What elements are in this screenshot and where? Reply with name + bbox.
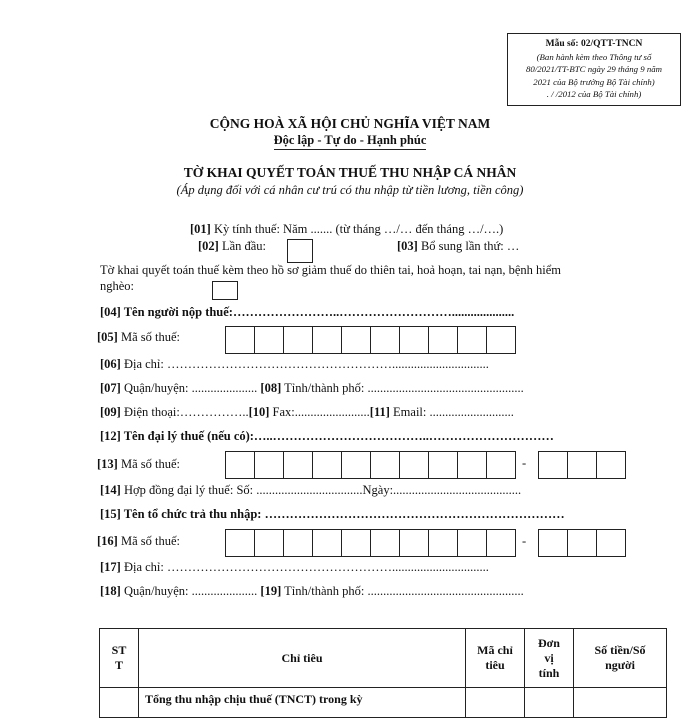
- header-text: tiêu: [485, 658, 505, 672]
- field-code: [18]: [100, 584, 121, 598]
- agent-tax-id-label: [97, 457, 180, 472]
- digit-cell[interactable]: [254, 326, 284, 354]
- digit-cell[interactable]: [312, 326, 342, 354]
- digit-cell[interactable]: [225, 451, 255, 479]
- header-text: tính: [538, 665, 560, 680]
- payer-address-field: [100, 560, 489, 575]
- digit-cell[interactable]: [457, 451, 487, 479]
- digit-cell[interactable]: [370, 326, 400, 354]
- payer-tax-id-suffix-cells[interactable]: [538, 529, 626, 557]
- digit-cell[interactable]: [370, 451, 400, 479]
- taxpayer-tax-id-cells[interactable]: [225, 326, 516, 354]
- tax-period-label: Kỳ tính thuế: Năm ....... (từ tháng …/… đến tháng …/….): [213, 222, 504, 236]
- digit-cell[interactable]: [399, 326, 429, 354]
- field-code: [02]: [198, 239, 219, 253]
- field-code: [09]: [100, 405, 121, 419]
- address-field: [100, 357, 489, 372]
- digit-cell[interactable]: [399, 529, 429, 557]
- digit-cell[interactable]: [428, 529, 458, 557]
- form-title: TỜ KHAI QUYẾT TOÁN THUẾ THU NHẬP CÁ NHÂN: [183, 165, 517, 180]
- digit-cell[interactable]: [399, 451, 429, 479]
- digit-cell[interactable]: [254, 451, 284, 479]
- field-code: [07]: [100, 381, 121, 395]
- digit-cell[interactable]: [596, 451, 626, 479]
- disaster-checkbox[interactable]: [212, 281, 238, 300]
- header-stt: [100, 629, 139, 688]
- supplement-label: Bổ sung lần thứ: …: [420, 239, 520, 253]
- digit-cell[interactable]: [312, 451, 342, 479]
- header-text: Số tiền/Số: [594, 643, 646, 657]
- income-payer-field: [15] Tên tổ chức trả thu nhập: ………………………………………………………………: [100, 507, 565, 521]
- tax-id-dash: -: [522, 456, 527, 470]
- field-code: [19]: [260, 584, 282, 598]
- digit-cell[interactable]: [486, 451, 516, 479]
- reference-line: 2021 của Bộ trưởng Bộ Tài chính): [533, 76, 655, 87]
- header-text: người: [605, 658, 635, 672]
- form-number: Mẫu số: 02/QTT-TNCN: [545, 39, 643, 49]
- fax-text: Fax:........................: [272, 405, 370, 419]
- digit-cell[interactable]: [341, 529, 371, 557]
- digit-cell[interactable]: [567, 529, 597, 557]
- agent-tax-id-suffix-cells[interactable]: [538, 451, 626, 479]
- digit-cell[interactable]: [538, 451, 568, 479]
- settlement-table: [99, 628, 667, 718]
- motto-text: Độc lập - Tự do - Hạnh phúc: [274, 133, 427, 150]
- field-code: [16]: [97, 534, 118, 548]
- table-cell: [466, 688, 525, 718]
- table-cell: [100, 688, 139, 718]
- digit-cell[interactable]: [283, 451, 313, 479]
- first-time-checkbox[interactable]: [287, 239, 313, 263]
- taxpayer-tax-id-label: [97, 330, 180, 345]
- supplement-row: [397, 239, 519, 254]
- table-row: [100, 688, 667, 718]
- national-motto: [0, 133, 700, 148]
- district-text: Quận/huyện: .....................: [123, 584, 258, 598]
- disaster-text: Tờ khai quyết toán thuế kèm theo hồ sơ giảm thuế do thiên tai, hoả hoạn, tai nạn, bệnh hiểm: [100, 263, 562, 277]
- tax-id-dash: -: [522, 534, 527, 548]
- digit-cell[interactable]: [596, 529, 626, 557]
- payer-tax-id-label: [97, 534, 180, 549]
- header-so-tien: [574, 629, 667, 688]
- field-code: [10]: [248, 405, 270, 419]
- digit-cell[interactable]: [486, 326, 516, 354]
- address-text: Địa chỉ: ………………………………………………...............................: [123, 357, 489, 371]
- tax-agent-name-field: [12] Tên đại lý thuế (nếu có):…..………………………………..…………………………: [100, 429, 554, 443]
- header-ma-chi-tieu: [466, 629, 525, 688]
- tax-id-text: Mã số thuế:: [120, 534, 180, 548]
- table-cell: [574, 688, 667, 718]
- form-reference-box: [507, 33, 681, 106]
- header-text: Đơn: [538, 635, 560, 650]
- province-text: Tỉnh/thành phố: ..................................................: [284, 381, 524, 395]
- field-code: [11]: [369, 405, 390, 419]
- form-subtitle: (Áp dụng đối với cá nhân cư trú có thu nhập từ tiền lương, tiền công): [176, 183, 524, 197]
- field-code: [13]: [97, 457, 118, 471]
- province-text: Tỉnh/thành phố: ..................................................: [284, 584, 524, 598]
- digit-cell[interactable]: [457, 326, 487, 354]
- digit-cell[interactable]: [341, 326, 371, 354]
- digit-cell[interactable]: [341, 451, 371, 479]
- tax-id-text: Mã số thuế:: [120, 457, 180, 471]
- district-province-row: [100, 381, 524, 396]
- header-text: T: [114, 658, 123, 672]
- table-cell: [525, 688, 574, 718]
- table-cell: Tổng thu nhập chịu thuế (TNCT) trong kỳ: [139, 688, 466, 718]
- field-code: [14]: [100, 483, 121, 497]
- digit-cell[interactable]: [567, 451, 597, 479]
- field-code: [08]: [260, 381, 282, 395]
- digit-cell[interactable]: [370, 529, 400, 557]
- first-time-row: [198, 239, 266, 254]
- table-header-row: [100, 629, 667, 688]
- header-chi-tieu: Chỉ tiêu: [139, 629, 466, 688]
- digit-cell[interactable]: [428, 326, 458, 354]
- field-code: [05]: [97, 330, 118, 344]
- digit-cell[interactable]: [225, 326, 255, 354]
- tax-id-text: Mã số thuế:: [120, 330, 180, 344]
- agent-contract-text: Hợp đồng đại lý thuế: Số: ..................................Ngày:.........................................: [123, 483, 522, 497]
- digit-cell[interactable]: [457, 529, 487, 557]
- reference-line: . / /2012 của Bộ Tài chính): [546, 89, 642, 99]
- field-code: [03]: [397, 239, 418, 253]
- agent-contract-row: [100, 483, 521, 498]
- digit-cell[interactable]: [486, 529, 516, 557]
- disaster-text-cont: nghèo:: [100, 279, 135, 293]
- header-text: vị: [544, 650, 554, 665]
- payer-tax-id-cells[interactable]: [225, 529, 516, 557]
- header-don-vi: [525, 629, 574, 688]
- digit-cell[interactable]: [428, 451, 458, 479]
- email-text: Email: ...........................: [393, 405, 514, 419]
- reference-line: 80/2021/TT-BTC ngày 29 tháng 9 năm: [526, 64, 662, 74]
- field-code: [01]: [190, 222, 211, 236]
- agent-tax-id-cells[interactable]: [225, 451, 516, 479]
- reference-line: (Ban hành kèm theo Thông tư số: [536, 51, 652, 62]
- digit-cell[interactable]: [283, 529, 313, 557]
- digit-cell[interactable]: [312, 529, 342, 557]
- taxpayer-name-field: [04] Tên người nộp thuế:……………………..………………………....................: [100, 305, 515, 319]
- field-code: [06]: [100, 357, 121, 371]
- address-text: Địa chỉ: ………………………………………………...............................: [123, 560, 489, 574]
- digit-cell[interactable]: [283, 326, 313, 354]
- digit-cell[interactable]: [538, 529, 568, 557]
- contact-row: [100, 405, 514, 420]
- phone-text: Điện thoại:……………..: [123, 405, 249, 419]
- digit-cell[interactable]: [254, 529, 284, 557]
- header-text: Mã chỉ: [477, 643, 513, 657]
- header-text: ST: [111, 643, 127, 657]
- digit-cell[interactable]: [225, 529, 255, 557]
- national-title: CỘNG HOÀ XÃ HỘI CHỦ NGHĨA VIỆT NAM: [209, 116, 491, 131]
- first-time-label: Lần đầu:: [221, 239, 267, 253]
- district-text: Quận/huyện: .....................: [123, 381, 258, 395]
- tax-period-row: [190, 222, 503, 237]
- field-code: [17]: [100, 560, 121, 574]
- payer-district-province-row: [100, 584, 524, 599]
